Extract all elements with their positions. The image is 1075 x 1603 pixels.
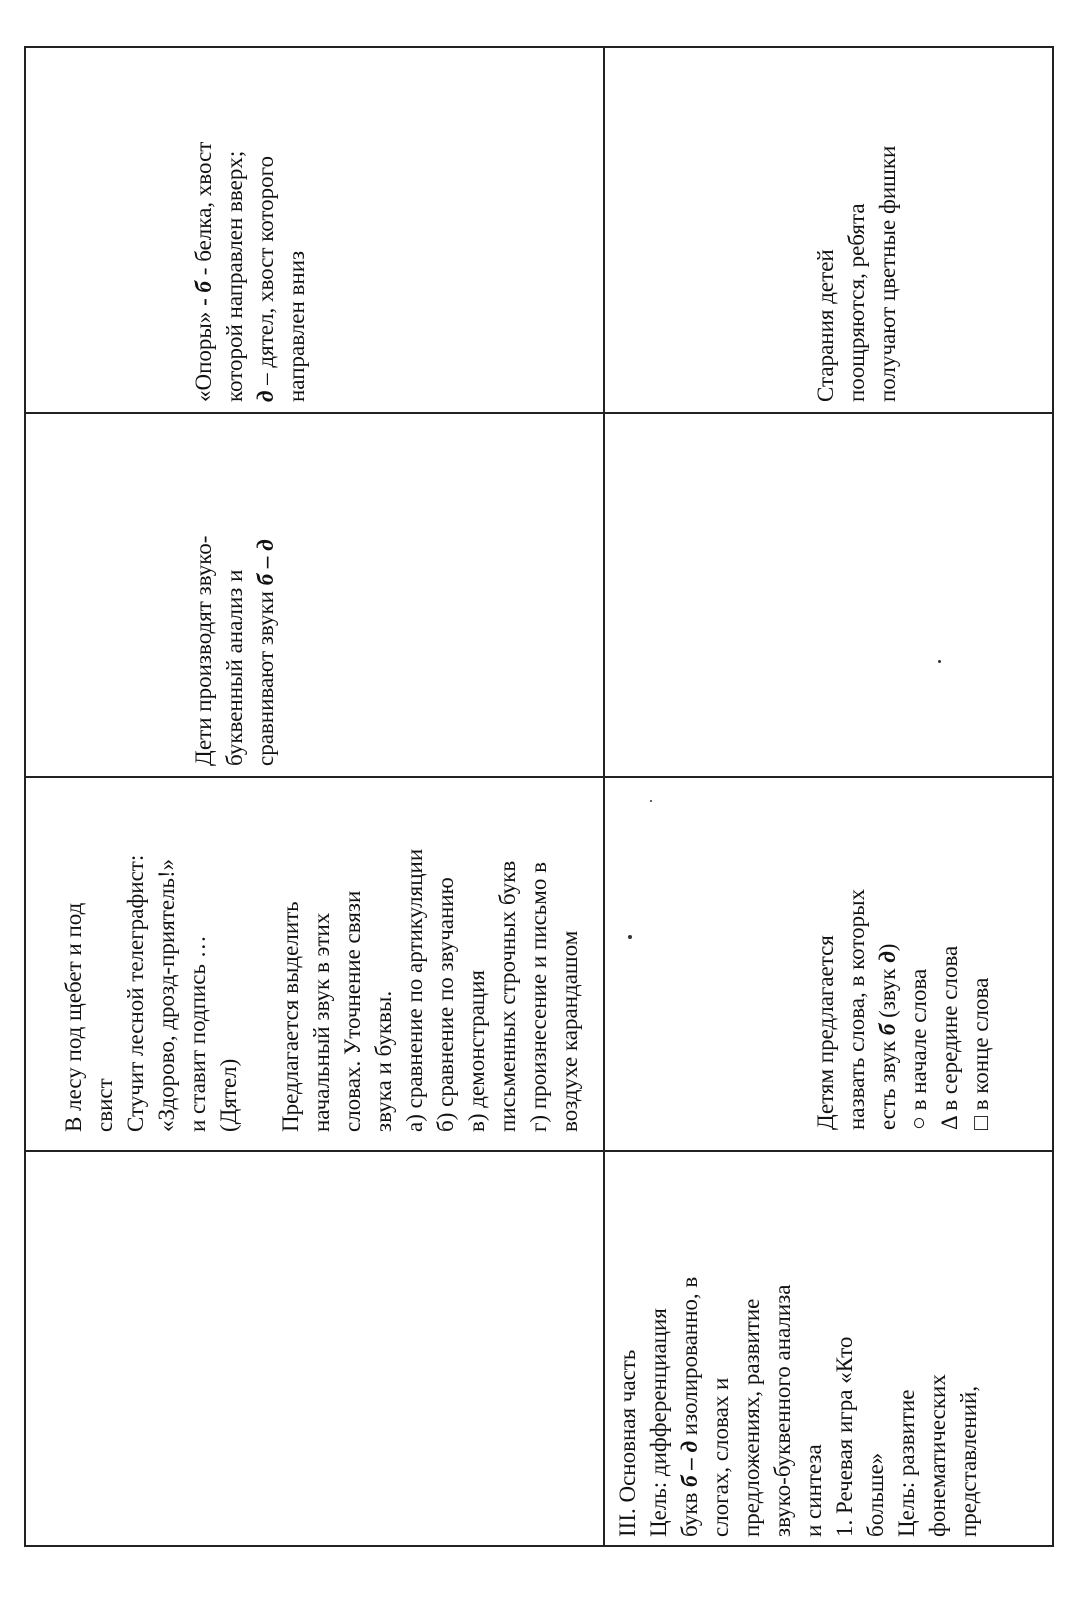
text-line: и синтеза [801,1444,826,1537]
table-row-divider [603,46,605,1547]
text-line: В лесу под щебет и под [61,902,86,1132]
text-line: больше» [863,1452,888,1537]
text-line: буквенный анализ и [222,569,247,766]
text-line: Цель: развитие [894,1389,919,1537]
table-col-divider-1 [24,1150,1054,1152]
text-line: «Опоры» - б - белка, хвост [191,141,216,402]
text-line: словах. Уточнение связи [340,890,365,1132]
text-line: которой направлен вверх; [222,150,247,402]
table-col-divider-2 [24,776,1054,778]
text-line: получают цветные фишки [875,145,900,402]
text-line: д – дятел, хвост которого [253,155,278,402]
text-line: звуко-буквенного анализа [770,1284,795,1537]
text-line: есть звук б (звук д) [875,943,900,1130]
table-border-top [24,46,1054,48]
text-line: 1. Речевая игра «Кто [832,1336,857,1537]
text-line: а) сравнение по артикуляции [402,848,427,1132]
text-line: письменных строчных букв [495,860,520,1132]
text-line: Предлагается выделить [278,901,303,1132]
row2-col2-cell-text [810,889,996,1130]
text-line: ○ в начале слова [906,968,931,1130]
row1-col2-cell-text [58,849,585,1132]
text-line: г) произнесение и письмо в [526,862,551,1132]
row2-col4-cell-text [810,146,903,402]
text-line [244,849,275,1132]
text-line: III. Основная часть [615,1349,640,1537]
text-line: букв б – д изолированно, в [677,1276,702,1537]
text-line: начальный звук в этих [309,912,334,1132]
table-border-left [24,46,26,1547]
text-line: б) сравнение по звучанию [433,877,458,1132]
row2-col1-cell-text [612,1277,984,1537]
text-line: представлений, [956,1385,981,1537]
text-line: Δ в середине слова [937,945,962,1130]
row1-col3-cell-text [188,536,281,766]
table-border-bottom [24,1545,1054,1547]
text-line: звука и буквы. [371,990,396,1132]
scan-speck [650,800,652,802]
text-line: «Здорово, дрозд-приятель!» [154,858,179,1132]
text-line: воздухе карандашом [557,930,582,1132]
text-line: направлен вниз [284,250,309,402]
text-line: Детям предлагается [813,935,838,1130]
text-line: слогах, словах и [708,1377,733,1537]
text-line: Цель: дифференциация [646,1308,671,1537]
text-line: сравнивают звуки б – д [253,539,278,766]
text-line: в) демонстрация [464,970,489,1132]
scan-speck [628,935,632,939]
text-line: предложениях, развитие [739,1298,764,1537]
text-line: (Дятел) [216,1058,241,1132]
text-line: □ в конце слова [968,977,993,1130]
text-line: Стучит лесной телеграфист: [123,854,148,1132]
table-border-right [1052,46,1054,1547]
table-col-divider-3 [24,412,1054,414]
text-line: Дети производят звуко- [191,535,216,766]
scan-speck [938,660,941,663]
row1-col4-cell-text [188,142,312,402]
text-line: поощряются, ребята [844,203,869,402]
text-line: назвать слова, в которых [844,888,869,1130]
text-line: свист [92,1078,117,1132]
text-line: и ставит подпись … [185,935,210,1132]
text-line: Старания детей [813,249,838,402]
text-line: фонематических [925,1374,950,1537]
